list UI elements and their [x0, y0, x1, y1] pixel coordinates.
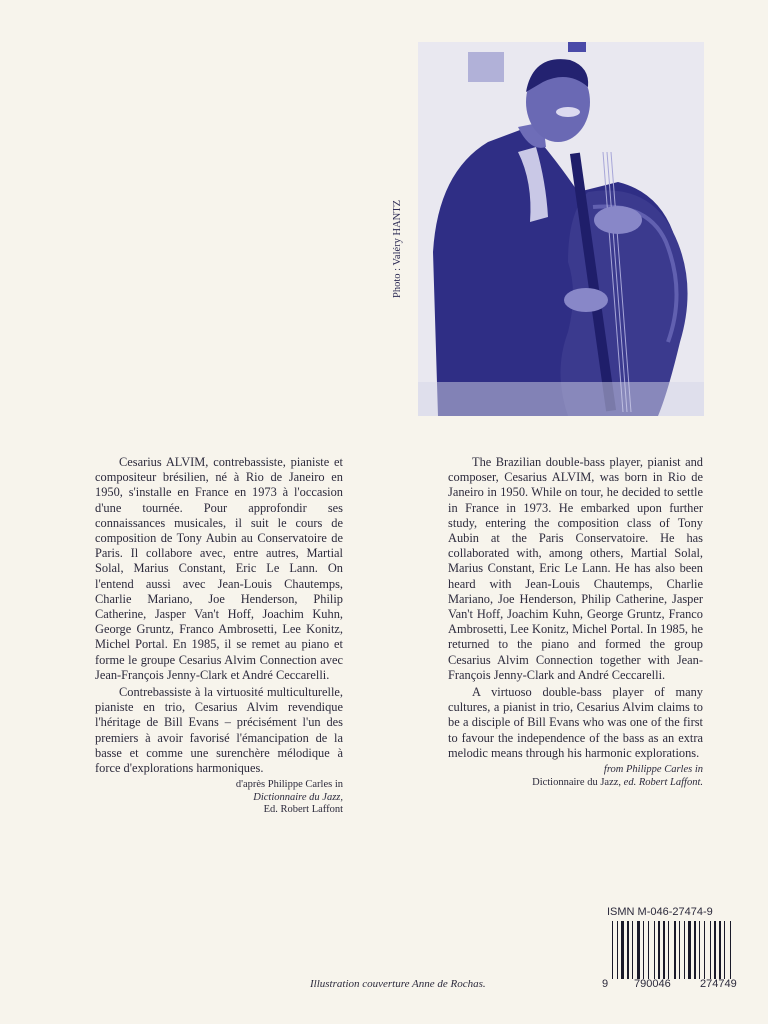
illustration-credit: Illustration couverture Anne de Rochas.: [310, 978, 486, 990]
photo-credit: Photo : Valéry HANTZ: [392, 199, 403, 298]
english-source-line1: from Philippe Carles in: [603, 764, 703, 776]
barcode-group-2: 274749: [700, 978, 737, 990]
english-source: [448, 764, 703, 789]
english-paragraph-1: The Brazilian double-bass player, pianist and composer, Cesarius ALVIM, was born in Rio de Janeiro in 1950. While on tour, he decided to settle in France in 1973. He embarked upon further study, entering the composition class of Tony Aubin at the Paris Conservatoire. He has collaborated with, among others, Martial Solal, Marius Constant, Eric Le Lann. He has also been heard with Jean-Louis Chautemps, Charlie Mariano, Joe Henderson, Philip Catherine, Jasper Van't Hoff, Joachim Kuhn, George Gruntz, Franco Ambrosetti, Lee Konitz, Michel Portal. In 1985, he returned to the piano and formed the group Cesarius Alvim Connection together with Jean-François Jenny-Clark and André Ceccarelli.: [448, 455, 703, 682]
ismn-number: ISMN M-046-27474-9: [607, 906, 713, 918]
english-biography: [448, 455, 703, 789]
french-paragraph-2: Contrebassiste à la virtuosité multiculturelle, pianiste en trio, Cesarius Alvim revendique l'héritage de Bill Evans – précisément l'un des premiers à avoir favorisé l'émancipation de la basse et comme une surenchère mélodique à force d'explorations harmoniques.: [95, 685, 343, 776]
french-source: [95, 779, 343, 817]
french-source-book: Dictionnaire du Jazz,: [253, 791, 343, 803]
french-source-publisher: Ed. Robert Laffont: [263, 804, 343, 816]
french-paragraph-1: Cesarius ALVIM, contrebassiste, pianiste et compositeur brésilien, né à Rio de Janeiro en 1950, s'installe en France en 1973 à l'occasion d'une tournée. Pour approfondir ses connaissances musicales, il suit le cours de composition de Tony Aubin au Conservatoire de Paris. Il collabore avec, entre autres, Martial Solal, Marius Constant, Eric Le Lann. On l'entend aussi avec Jean-Louis Chautemps, Charlie Mariano, Joe Henderson, Philip Catherine, Jasper Van't Hoff, Joachim Kuhn, George Gruntz, Franco Ambrosetti, Lee Konitz, Michel Portal. En 1985, il se remet au piano et forme le groupe Cesarius Alvim Connection avec Jean-François Jenny-Clark et André Ceccarelli.: [95, 455, 343, 682]
english-source-book: Dictionnaire du Jazz,: [532, 776, 622, 788]
musician-photo: [418, 42, 704, 416]
barcode-first-digit: 9: [602, 978, 609, 990]
barcode-group-1: 790046: [634, 978, 671, 990]
double-bass-player-image: [418, 42, 704, 416]
french-biography: [95, 455, 343, 817]
english-source-publisher: ed. Robert Laffont.: [623, 776, 703, 788]
english-paragraph-2: A virtuoso double-bass player of many cultures, a pianist in trio, Cesarius Alvim claims to be a disciple of Bill Evans who was one of the first to favour the independence of the bass as an extra melodic means through his harmonic explorations.: [448, 685, 703, 760]
french-source-prefix: d'après Philippe Carles in: [235, 779, 343, 791]
